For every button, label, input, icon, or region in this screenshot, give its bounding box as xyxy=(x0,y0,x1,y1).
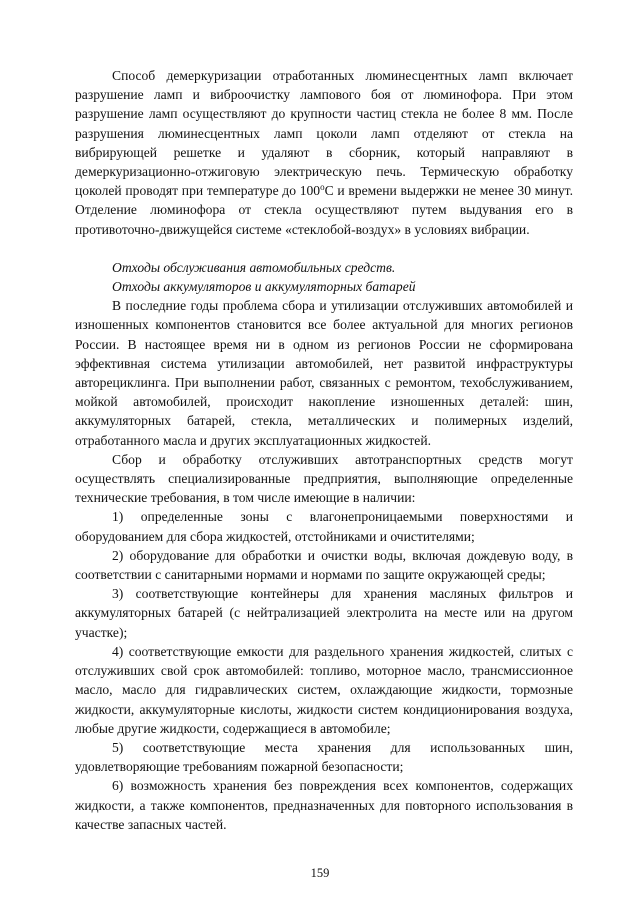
list-item-3: 3) соответствующие контейнеры для хранения масляных фильтров и аккумуляторных батарей (с нейтрализацией электролита на месте или на другом участке); xyxy=(75,586,573,640)
paragraph-text-part1: Способ демеркуризации отработанных люминесцентных ламп включает разрушение ламп и виброочистку лампового боя от люминофора. При этом разрушение ламп осуществляют до крупности частиц стекла не более 8 мм. После разрушения люминесцентных ламп цоколи ламп отделяют от стекла на вибрирующей решетке и удаляют в сборник, который направляют в демеркуризационно-отжиговую электрическую печь. Термическую обработку цоколей проводят при температуре до 100 xyxy=(75,68,573,199)
list-item-1: 1) определенные зоны с влагонепроницаемыми поверхностями и оборудованием для сбора жидкостей, отстойниками и очистителями; xyxy=(75,509,573,544)
degree-superscript: о xyxy=(320,182,325,193)
section-heading-vehicle-waste: Отходы обслуживания автомобильных средств. xyxy=(112,259,396,275)
list-item-5: 5) соответствующие места хранения для использованных шин, удовлетворяющие требованиям пожарной безопасности; xyxy=(75,739,573,775)
section-heading-battery-waste: Отходы аккумуляторов и аккумуляторных батарей xyxy=(112,279,416,295)
list-item-4: 4) соответствующие емкости для раздельного хранения жидкостей, слитых с отслуживших свой срок автомобилей: топливо, моторное масло, трансмиссионное масло, масло для гидравлических систем, охлаждающие жидкости, тормозные жидкости, аккумуляторные кислоты, жидкости систем кондиционирования воздуха, любые другие жидкости, содержащиеся в автомобиле; xyxy=(75,643,573,736)
page-content xyxy=(75,66,573,834)
paragraph-recycling-problem: В последние годы проблема сбора и утилизации отслуживших автомобилей и изношенных компонентов становится все более актуальной для многих регионов России. В настоящее время ни в одном из регионов России не сформирована эффективная система утилизации автомобилей, нет развитой инфраструктуры авторециклинга. При выполнении работ, связанных с ремонтом, техобслуживанием, мойкой автомобилей, происходит накопление изношенных деталей: шин, аккумуляторных батарей, стекла, металлических и полимерных изделий, отработанного масла и других эксплуатационных жидкостей. xyxy=(75,298,573,448)
list-item-6: 6) возможность хранения без повреждения всех компонентов, содержащих жидкости, а также компонентов, предназначенных для повторного использования в качестве запасных частей. xyxy=(75,778,573,832)
paragraph-text-part2: С и времени выдержки не менее 30 минут. Отделение люминофора от стекла осуществляют путем выдувания его в противоточно-движущейся системе «стеклобой-воздух» в условиях вибрации. xyxy=(75,183,573,237)
page-number: 159 xyxy=(310,866,330,880)
paragraph-demercurization xyxy=(75,66,573,239)
paragraph-requirements-intro: Сбор и обработку отслуживших автотранспортных средств могут осуществлять специализированные предприятия, выполняющие определенные технические требования, в том числе имеющие в наличии: xyxy=(75,451,573,506)
list-item-2: 2) оборудование для обработки и очистки воды, включая дождевую воду, в соответствии с санитарными нормами и нормами по защите окружающей среды; xyxy=(75,547,573,583)
